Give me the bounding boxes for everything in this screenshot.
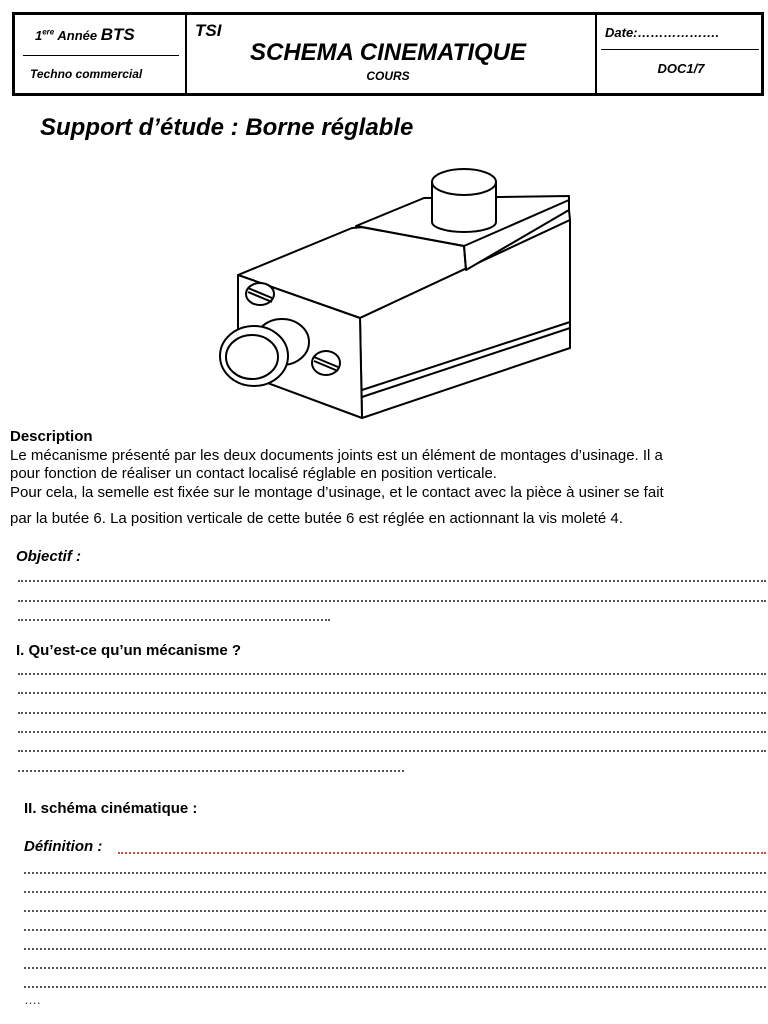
tsi-label: TSI [195,21,222,40]
answer-line[interactable] [24,891,766,893]
question-mechanism: I. Qu’est-ce qu’un mécanisme ? [16,642,242,659]
answer-line[interactable] [24,910,766,912]
answer-line[interactable] [24,986,766,988]
study-subject-title: Support d’étude : Borne réglable [40,114,414,141]
adjustable-stop-drawing [212,160,592,422]
answer-line[interactable] [24,967,766,969]
trade-label: Techno commercial [30,67,143,81]
screw-top [246,283,274,305]
answer-line[interactable] [18,673,766,675]
class-level: 1ere Année BTS [35,25,135,44]
answer-line[interactable] [18,712,766,714]
trailing-dots: …. [24,992,41,1007]
answer-line[interactable] [18,600,766,602]
description-line: par la butée 6. La position verticale de cette butée 6 est réglée en actionnant la vis moleté 4. [10,510,623,527]
top-knob [432,169,496,232]
answer-line[interactable] [18,731,766,733]
definition-answer-line[interactable] [118,852,766,854]
header-divider-right [595,15,597,93]
document-title: SCHEMA CINEMATIQUE [250,39,526,66]
header-rule-left [23,55,179,56]
screw-bottom [312,351,340,375]
description-line: pour fonction de réaliser un contact localisé réglable en position verticale. [10,465,497,482]
description-line: Le mécanisme présenté par les deux documents joints est un élément de montages d’usinage. Il a [10,447,663,464]
answer-line[interactable] [24,872,766,874]
description-heading: Description [10,428,93,445]
answer-line[interactable] [18,770,404,772]
section-kinematic-diagram: II. schéma cinématique : [24,800,198,817]
objective-label: Objectif : [16,548,82,565]
description-line: Pour cela, la semelle est fixée sur le montage d’usinage, et le contact avec la pièce à usiner se fait [10,484,664,501]
document-reference: DOC1/7 [657,61,705,76]
document-kind: COURS [366,69,410,83]
answer-line[interactable] [18,750,766,752]
definition-label: Définition : [24,838,103,855]
date-field: Date:………………. [605,25,720,40]
header-box [12,12,764,96]
answer-line[interactable] [18,619,330,621]
answer-line[interactable] [24,948,766,950]
header-rule-right [601,49,759,50]
answer-line[interactable] [18,692,766,694]
answer-line[interactable] [18,580,766,582]
answer-line[interactable] [24,929,766,931]
